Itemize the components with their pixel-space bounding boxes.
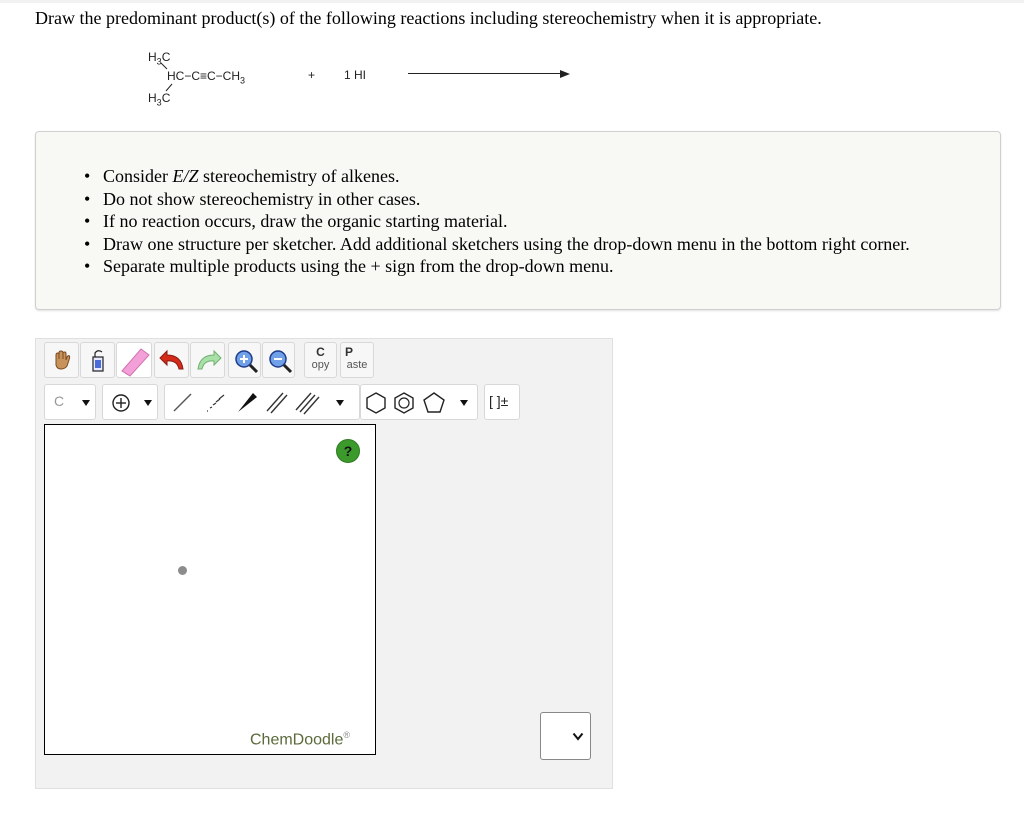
copy-button[interactable] [304, 342, 337, 378]
instruction-text: Separate multiple products using the + sign from the drop-down menu. [103, 256, 614, 276]
instruction-text: Consider E/Z stereochemistry of alkenes. [103, 166, 400, 186]
chemdoodle-logo [250, 730, 350, 749]
reaction-top-group: $H_3C$ [148, 50, 171, 67]
atom-select-button[interactable] [44, 384, 96, 420]
instruction-text: If no reaction occurs, draw the organic starting material. [103, 211, 508, 231]
bracket-charge-button[interactable] [484, 384, 520, 420]
benzene-icon[interactable] [391, 390, 417, 416]
instructions-panel [35, 131, 1001, 310]
reaction-arrow-head [560, 70, 570, 78]
zoom-out-button[interactable] [262, 342, 295, 378]
reaction-plus: + [308, 68, 316, 82]
cyclopentane-icon[interactable] [421, 390, 447, 416]
add-sketcher-dropdown[interactable] [540, 712, 591, 760]
zoom-in-button[interactable] [228, 342, 261, 378]
canvas-dot [178, 566, 187, 575]
clear-canvas-icon [88, 348, 108, 374]
instruction-item [103, 165, 910, 188]
plus-charge-icon [111, 393, 131, 413]
bracket-label: [ ]± [489, 393, 509, 409]
single-bond-icon[interactable] [169, 389, 197, 417]
redo-button[interactable] [190, 342, 225, 378]
instruction-text: Draw one structure per sketcher. Add additional sketchers using the drop-down menu in the bottom right corner. [103, 233, 910, 254]
chevron-down-icon[interactable] [335, 399, 345, 407]
chevron-down-icon [143, 399, 153, 407]
brand-text: ChemDoodle [250, 731, 344, 749]
help-button[interactable]: ? [336, 439, 360, 463]
ez-italic: E/Z [172, 166, 199, 186]
instruction-item [103, 233, 910, 256]
paste-button[interactable] [340, 342, 374, 378]
reaction-bottom-group: $H_3C$ [148, 91, 171, 108]
cyclohexane-icon[interactable] [363, 390, 389, 416]
question-text: Draw the predominant product(s) of the following reactions including stereochemistry when it is appropriate. [35, 8, 822, 28]
undo-button[interactable] [154, 342, 189, 378]
instruction-item [103, 255, 910, 278]
reaction-scheme [0, 0, 1024, 120]
ring-tools [360, 384, 478, 420]
instructions-list [103, 165, 910, 278]
instruction-item [103, 188, 910, 211]
eraser-icon [119, 345, 151, 377]
zoom-in-icon [233, 348, 259, 374]
eraser-button[interactable] [116, 342, 152, 378]
zoom-out-icon [267, 348, 293, 374]
triple-bond-icon[interactable] [293, 389, 321, 417]
reaction-arrow-line [408, 73, 562, 74]
brand-mark: ® [343, 730, 351, 740]
paste-label-bottom: aste [346, 359, 368, 371]
clear-button[interactable] [80, 342, 115, 378]
hand-icon [51, 349, 73, 371]
hashed-bond-icon[interactable] [201, 389, 229, 417]
pan-hand-button[interactable] [44, 342, 79, 378]
wedge-bond-icon[interactable] [233, 389, 261, 417]
chevron-down-icon [572, 732, 584, 741]
chevron-down-icon [81, 399, 91, 407]
instruction-text: Do not show stereochemistry in other cases. [103, 188, 421, 209]
reaction-reagent: 1 HI [344, 68, 367, 82]
chevron-down-icon[interactable] [459, 399, 469, 407]
charge-select-button[interactable] [102, 384, 158, 420]
instruction-item [103, 210, 910, 233]
copy-label-top: C [316, 345, 325, 359]
double-bond-icon[interactable] [263, 389, 291, 417]
drawing-canvas[interactable] [44, 424, 376, 755]
undo-icon [159, 349, 187, 373]
reaction-main-chain: $HC-C\equiv C-CH_3$ [167, 69, 246, 86]
copy-label-bottom: opy [311, 359, 330, 371]
paste-label-top: P [345, 345, 354, 359]
bond-tools [164, 384, 360, 420]
atom-label: C [54, 393, 65, 409]
redo-icon [194, 349, 222, 373]
